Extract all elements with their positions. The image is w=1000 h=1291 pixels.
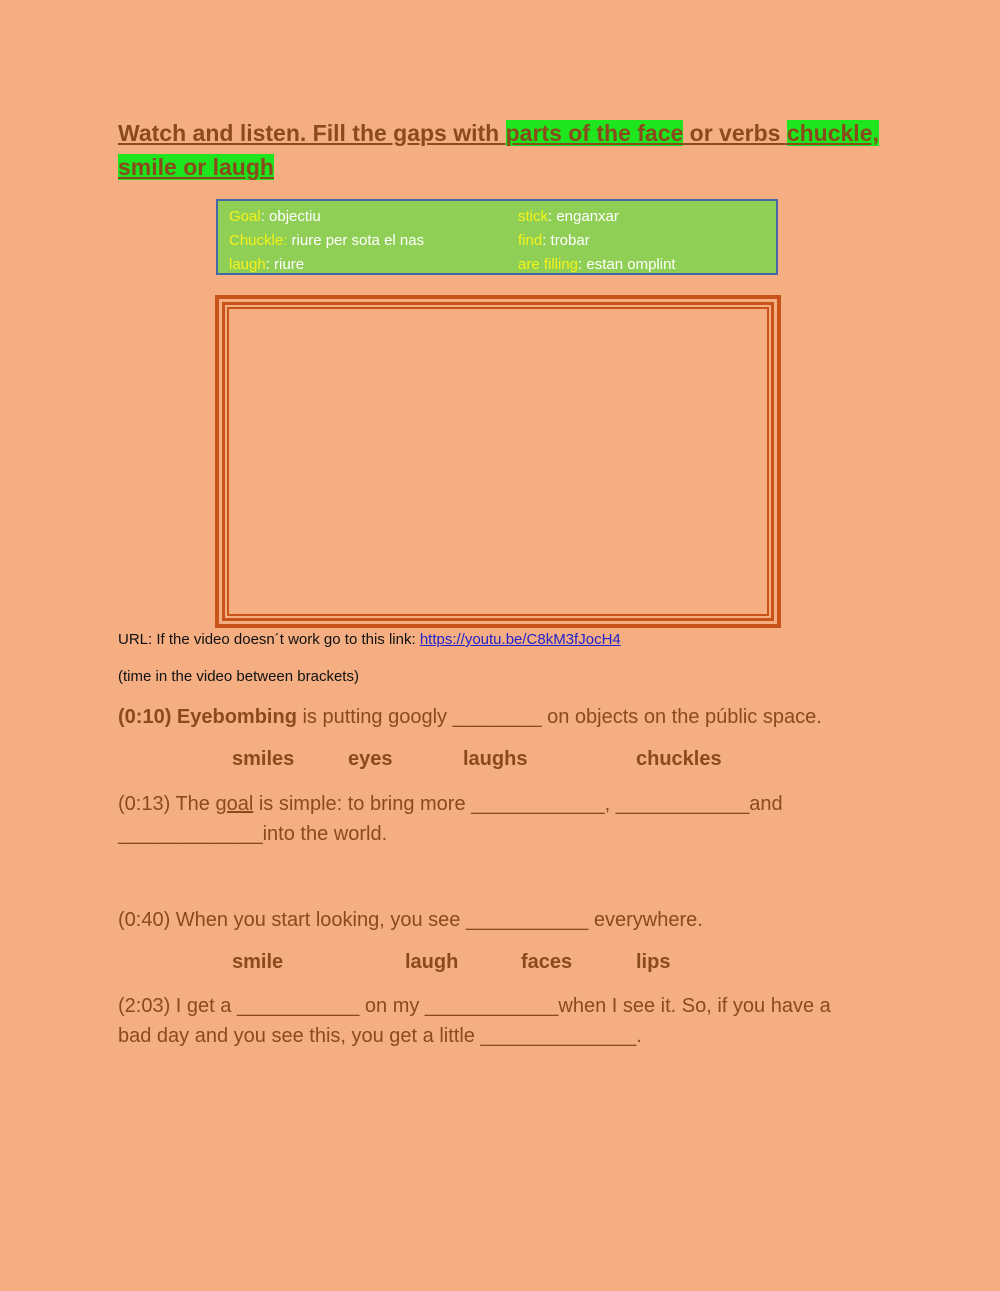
url-text: URL: If the video doesn´t work go to this link: (118, 631, 420, 648)
word-bank-1-item: chuckles (636, 748, 722, 770)
q2-goal-word: goal (215, 793, 254, 815)
vocab-item-chuckle: Chuckle: riure per sota el nas (229, 232, 425, 249)
word-bank-1-item: eyes (348, 748, 393, 770)
video-placeholder[interactable] (215, 295, 781, 628)
word-bank-2-item: faces (521, 951, 573, 973)
q4-blank-2[interactable]: ____________ (424, 995, 559, 1017)
q2-blank-1[interactable]: ____________ (471, 793, 605, 815)
q1-blank[interactable]: ________ (452, 706, 542, 728)
vocab-item-find: find: trobar (518, 232, 590, 249)
vocabulary-box (216, 199, 778, 275)
title-highlight-chuckle: chuckle, (786, 120, 879, 146)
question-1: (0:10) Eyebombing is putting googly ________ on objects on the públic space. (118, 706, 822, 728)
question-4: (2:03) I get a ___________ on my ____________when I see it. So, if you have a bad day and you see this, you get a little ______________. (118, 995, 831, 1047)
q4-blank-1[interactable]: ___________ (236, 995, 360, 1017)
title-highlight-face: parts of the face (505, 120, 684, 146)
question-2: (0:13) The goal is simple: to bring more ____________, ____________and _____________into the world. (118, 793, 783, 845)
url-line (118, 631, 621, 648)
word-bank-2-item: laugh (405, 951, 459, 973)
time-note: (time in the video between brackets) (118, 668, 359, 685)
word-bank-2-item: smile (232, 951, 284, 973)
q3-blank[interactable]: ___________ (465, 909, 589, 931)
word-bank-1-item: laughs (463, 748, 528, 770)
title-part1: Watch and listen. Fill the gaps with (118, 120, 506, 146)
question-3: (0:40) When you start looking, you see ___________ everywhere. (118, 909, 703, 931)
vocab-item-goal: Goal: objectiu (229, 208, 321, 225)
title-part2: or verbs (683, 120, 787, 146)
word-bank-1-item: smiles (232, 748, 295, 770)
q4-blank-3[interactable]: ______________ (480, 1025, 637, 1047)
video-link[interactable]: https://youtu.be/C8kM3fJocH4 (419, 631, 621, 648)
title-highlight-smile-laugh: smile or laugh (118, 154, 274, 180)
video-frame-inner-border (227, 307, 769, 616)
worksheet-title (118, 116, 888, 184)
vocab-item-laugh: laugh: riure (229, 256, 305, 273)
q1-time: (0:10) Eyebombing (118, 706, 297, 728)
q2-blank-3[interactable]: _____________ (118, 823, 263, 845)
vocab-item-stick: stick: enganxar (518, 208, 619, 225)
word-bank-2-item: lips (636, 951, 671, 973)
q2-blank-2[interactable]: ____________ (615, 793, 750, 815)
vocab-item-are-filling: are filling: estan omplint (518, 256, 676, 273)
